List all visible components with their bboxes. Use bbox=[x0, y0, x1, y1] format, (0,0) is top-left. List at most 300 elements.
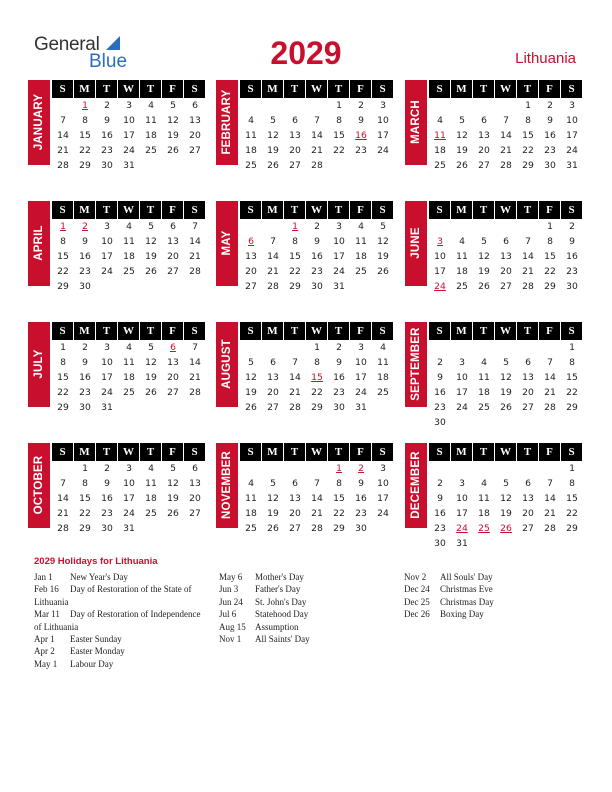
day-cell: 9 bbox=[358, 115, 364, 126]
month-days-grid bbox=[52, 80, 206, 173]
weekday-label: T bbox=[140, 443, 161, 461]
day-cell: 7 bbox=[192, 342, 198, 353]
month-february bbox=[216, 80, 396, 171]
day-cell: 11 bbox=[145, 115, 157, 126]
weekday-header bbox=[52, 80, 206, 98]
day-cell: 18 bbox=[245, 145, 257, 156]
weekday-label: F bbox=[350, 322, 371, 340]
day-cell: 17 bbox=[456, 387, 468, 398]
day-cell: 11 bbox=[123, 357, 135, 368]
day-cell: 23 bbox=[79, 387, 91, 398]
day-cell: 16 bbox=[79, 372, 91, 383]
day-cell: 4 bbox=[459, 236, 465, 247]
month-days-grid bbox=[429, 443, 583, 551]
day-cell: 9 bbox=[547, 115, 553, 126]
day-cell: 10 bbox=[333, 236, 345, 247]
day-cell: 23 bbox=[355, 145, 367, 156]
month-december bbox=[405, 443, 585, 549]
weekday-label: S bbox=[52, 80, 73, 98]
day-cell bbox=[140, 521, 162, 536]
week-row bbox=[240, 234, 394, 249]
month-label-bar bbox=[28, 201, 50, 286]
weekday-label: W bbox=[306, 443, 327, 461]
day-cell bbox=[184, 521, 206, 536]
weekday-label: T bbox=[284, 201, 305, 219]
weekday-label: T bbox=[284, 80, 305, 98]
day-cell: 18 bbox=[478, 508, 490, 519]
day-cell: 11 bbox=[456, 251, 468, 262]
holiday-day: 11 bbox=[434, 130, 446, 141]
day-cell: 27 bbox=[522, 402, 534, 413]
weekday-label: T bbox=[328, 80, 349, 98]
day-cell bbox=[429, 98, 451, 113]
day-cell: 2 bbox=[437, 478, 443, 489]
week-row bbox=[52, 340, 206, 355]
day-cell: 11 bbox=[355, 236, 367, 247]
week-row bbox=[240, 98, 394, 113]
day-cell bbox=[240, 461, 262, 476]
day-cell: 24 bbox=[333, 266, 345, 277]
day-cell bbox=[451, 98, 473, 113]
day-cell bbox=[495, 536, 517, 551]
day-cell: 26 bbox=[456, 160, 468, 171]
month-label-bar bbox=[28, 443, 50, 528]
day-cell: 14 bbox=[522, 251, 534, 262]
day-cell: 7 bbox=[503, 115, 509, 126]
weekday-label: M bbox=[451, 80, 472, 98]
weekday-label: S bbox=[429, 201, 450, 219]
day-cell: 26 bbox=[145, 387, 157, 398]
day-cell: 29 bbox=[311, 402, 323, 413]
weekday-label: M bbox=[262, 443, 283, 461]
day-cell: 4 bbox=[148, 463, 154, 474]
weekday-label: S bbox=[52, 322, 73, 340]
weekday-label: F bbox=[539, 443, 560, 461]
weekday-label: T bbox=[96, 443, 117, 461]
weekday-label: S bbox=[240, 201, 261, 219]
day-cell: 15 bbox=[566, 493, 578, 504]
month-label-bar bbox=[216, 80, 238, 165]
country-name: Lithuania bbox=[515, 50, 576, 67]
weekday-label: T bbox=[328, 322, 349, 340]
day-cell: 16 bbox=[101, 493, 113, 504]
day-cell: 5 bbox=[170, 463, 176, 474]
day-cell: 6 bbox=[270, 357, 276, 368]
weekday-label: S bbox=[561, 80, 582, 98]
holiday-name: Boxing Day bbox=[440, 609, 484, 620]
weekday-label: T bbox=[517, 322, 538, 340]
holiday-day: 15 bbox=[311, 372, 323, 383]
day-cell: 13 bbox=[289, 493, 301, 504]
holiday-item bbox=[219, 571, 399, 583]
holiday-name: New Year's Day bbox=[70, 572, 128, 582]
weekday-label: M bbox=[74, 80, 95, 98]
holiday-item bbox=[34, 658, 209, 670]
day-cell: 16 bbox=[101, 130, 113, 141]
month-label-bar bbox=[405, 443, 427, 528]
day-cell: 22 bbox=[544, 266, 556, 277]
day-cell: 29 bbox=[333, 523, 345, 534]
weekday-header bbox=[429, 201, 583, 219]
weekday-label: T bbox=[473, 80, 494, 98]
day-cell: 3 bbox=[104, 221, 110, 232]
day-cell: 29 bbox=[566, 402, 578, 413]
day-cell: 19 bbox=[267, 145, 279, 156]
day-cell: 2 bbox=[358, 100, 364, 111]
weekday-header bbox=[52, 322, 206, 340]
week-row bbox=[240, 461, 394, 476]
holiday-item bbox=[219, 621, 399, 633]
day-cell: 28 bbox=[57, 160, 69, 171]
day-cell bbox=[184, 400, 206, 415]
day-cell: 19 bbox=[245, 387, 257, 398]
holiday-name: Labour Day bbox=[70, 658, 114, 669]
day-cell: 14 bbox=[544, 493, 556, 504]
week-row bbox=[52, 385, 206, 400]
day-cell bbox=[473, 219, 495, 234]
month-name: NOVEMBER bbox=[221, 450, 233, 520]
month-label-bar bbox=[28, 80, 50, 165]
weekday-label: T bbox=[473, 443, 494, 461]
day-cell bbox=[429, 340, 451, 355]
day-cell: 10 bbox=[566, 115, 578, 126]
day-cell: 24 bbox=[355, 387, 367, 398]
week-row bbox=[52, 143, 206, 158]
day-cell bbox=[262, 98, 284, 113]
weekday-label: S bbox=[429, 443, 450, 461]
month-label-bar bbox=[216, 443, 238, 528]
weekday-label: T bbox=[473, 322, 494, 340]
holiday-date: Feb 16 bbox=[34, 584, 59, 595]
week-row bbox=[429, 219, 583, 234]
day-cell: 4 bbox=[248, 478, 254, 489]
day-cell: 23 bbox=[311, 266, 323, 277]
holiday-date: Jun 3 bbox=[219, 584, 239, 595]
day-cell bbox=[262, 219, 284, 234]
day-cell: 31 bbox=[101, 402, 113, 413]
day-cell: 7 bbox=[314, 115, 320, 126]
day-cell: 25 bbox=[377, 387, 389, 398]
week-row bbox=[52, 219, 206, 234]
month-days-grid bbox=[240, 322, 394, 415]
month-name: MARCH bbox=[410, 100, 422, 144]
weekday-label: F bbox=[539, 80, 560, 98]
weekday-label: W bbox=[495, 322, 516, 340]
day-cell: 22 bbox=[311, 387, 323, 398]
week-row bbox=[52, 461, 206, 476]
day-cell bbox=[328, 158, 350, 173]
day-cell: 28 bbox=[500, 160, 512, 171]
day-cell: 8 bbox=[569, 478, 575, 489]
week-row bbox=[429, 340, 583, 355]
day-cell bbox=[372, 521, 394, 536]
day-cell: 20 bbox=[500, 266, 512, 277]
day-cell: 11 bbox=[145, 478, 157, 489]
day-cell: 9 bbox=[437, 372, 443, 383]
day-cell: 13 bbox=[522, 372, 534, 383]
day-cell: 11 bbox=[245, 493, 257, 504]
day-cell: 2 bbox=[569, 221, 575, 232]
week-row bbox=[429, 461, 583, 476]
day-cell: 25 bbox=[434, 160, 446, 171]
day-cell bbox=[539, 461, 561, 476]
week-row bbox=[52, 370, 206, 385]
day-cell: 2 bbox=[104, 463, 110, 474]
week-row bbox=[429, 370, 583, 385]
day-cell: 5 bbox=[148, 221, 154, 232]
weekday-label: W bbox=[306, 201, 327, 219]
day-cell: 20 bbox=[167, 251, 179, 262]
weekday-label: M bbox=[74, 322, 95, 340]
day-cell bbox=[162, 521, 184, 536]
holiday-day: 25 bbox=[478, 523, 490, 534]
day-cell: 19 bbox=[145, 372, 157, 383]
weekday-label: S bbox=[372, 322, 393, 340]
month-august bbox=[216, 322, 396, 413]
day-cell: 14 bbox=[500, 130, 512, 141]
day-cell: 17 bbox=[456, 508, 468, 519]
day-cell bbox=[140, 279, 162, 294]
month-days-grid bbox=[52, 443, 206, 536]
logo-flag-icon bbox=[106, 36, 120, 50]
day-cell: 3 bbox=[126, 100, 132, 111]
day-cell: 15 bbox=[79, 130, 91, 141]
day-cell: 2 bbox=[82, 342, 88, 353]
day-cell: 2 bbox=[547, 100, 553, 111]
day-cell: 20 bbox=[189, 493, 201, 504]
day-cell: 30 bbox=[101, 523, 113, 534]
day-cell: 8 bbox=[547, 236, 553, 247]
week-row bbox=[429, 128, 583, 143]
day-cell: 12 bbox=[456, 130, 468, 141]
month-march bbox=[405, 80, 585, 171]
day-cell: 16 bbox=[544, 130, 556, 141]
holiday-name: Day of Restoration of Independence of Lithuania bbox=[34, 609, 201, 632]
day-cell: 24 bbox=[566, 145, 578, 156]
day-cell bbox=[473, 461, 495, 476]
day-cell: 22 bbox=[333, 145, 345, 156]
holiday-item bbox=[219, 633, 399, 645]
weekday-label: S bbox=[561, 443, 582, 461]
weekday-label: W bbox=[306, 322, 327, 340]
weekday-label: M bbox=[451, 201, 472, 219]
holiday-item bbox=[34, 645, 209, 657]
day-cell: 1 bbox=[336, 100, 342, 111]
day-cell: 18 bbox=[434, 145, 446, 156]
day-cell: 14 bbox=[57, 130, 69, 141]
day-cell: 27 bbox=[500, 281, 512, 292]
weekday-label: M bbox=[451, 322, 472, 340]
day-cell: 24 bbox=[377, 508, 389, 519]
holiday-name: Christmas Day bbox=[440, 596, 494, 607]
day-cell: 8 bbox=[336, 478, 342, 489]
weekday-label: F bbox=[350, 80, 371, 98]
day-cell: 12 bbox=[167, 478, 179, 489]
day-cell: 14 bbox=[544, 372, 556, 383]
day-cell: 1 bbox=[314, 342, 320, 353]
holidays-column bbox=[404, 571, 579, 621]
weekday-header bbox=[429, 80, 583, 98]
day-cell: 27 bbox=[189, 145, 201, 156]
day-cell: 9 bbox=[437, 493, 443, 504]
week-row bbox=[52, 158, 206, 173]
day-cell: 9 bbox=[104, 478, 110, 489]
weekday-label: T bbox=[140, 201, 161, 219]
day-cell: 5 bbox=[503, 478, 509, 489]
day-cell: 28 bbox=[544, 402, 556, 413]
week-row bbox=[52, 128, 206, 143]
day-cell: 11 bbox=[377, 357, 389, 368]
weekday-label: T bbox=[517, 80, 538, 98]
weekday-label: S bbox=[561, 201, 582, 219]
day-cell bbox=[162, 400, 184, 415]
day-cell bbox=[517, 536, 539, 551]
day-cell: 14 bbox=[57, 493, 69, 504]
day-cell: 8 bbox=[82, 115, 88, 126]
month-october bbox=[28, 443, 208, 534]
week-row bbox=[429, 234, 583, 249]
holiday-date: Jul 6 bbox=[219, 609, 237, 620]
day-cell bbox=[372, 400, 394, 415]
day-cell: 18 bbox=[377, 372, 389, 383]
day-cell: 19 bbox=[456, 145, 468, 156]
weekday-header bbox=[52, 201, 206, 219]
month-days-grid bbox=[52, 322, 206, 415]
day-cell: 21 bbox=[189, 372, 201, 383]
day-cell: 29 bbox=[522, 160, 534, 171]
day-cell: 10 bbox=[123, 115, 135, 126]
day-cell: 28 bbox=[311, 523, 323, 534]
day-cell: 12 bbox=[145, 357, 157, 368]
holidays-column bbox=[219, 571, 399, 645]
day-cell bbox=[451, 415, 473, 430]
holiday-date: Jun 24 bbox=[219, 596, 243, 607]
day-cell bbox=[162, 158, 184, 173]
weekday-label: W bbox=[495, 80, 516, 98]
day-cell: 9 bbox=[104, 115, 110, 126]
day-cell: 13 bbox=[167, 236, 179, 247]
weekday-label: M bbox=[262, 80, 283, 98]
day-cell: 21 bbox=[311, 508, 323, 519]
week-row bbox=[429, 400, 583, 415]
day-cell: 16 bbox=[434, 387, 446, 398]
month-name: JANUARY bbox=[33, 93, 45, 151]
holiday-date: Nov 2 bbox=[404, 572, 427, 582]
day-cell: 2 bbox=[336, 342, 342, 353]
holiday-day: 1 bbox=[82, 100, 88, 111]
weekday-label: T bbox=[96, 322, 117, 340]
logo bbox=[34, 34, 134, 74]
week-row bbox=[429, 249, 583, 264]
logo-blue-text: Blue bbox=[89, 51, 128, 72]
day-cell bbox=[561, 536, 583, 551]
day-cell: 8 bbox=[60, 236, 66, 247]
week-row bbox=[240, 279, 394, 294]
day-cell: 30 bbox=[311, 281, 323, 292]
week-row bbox=[52, 355, 206, 370]
day-cell: 20 bbox=[267, 387, 279, 398]
day-cell: 16 bbox=[434, 508, 446, 519]
month-label-bar bbox=[28, 322, 50, 407]
weekday-label: T bbox=[517, 443, 538, 461]
weekday-label: S bbox=[184, 322, 205, 340]
weekday-label: M bbox=[74, 443, 95, 461]
day-cell: 17 bbox=[101, 372, 113, 383]
day-cell: 5 bbox=[481, 236, 487, 247]
weekday-label: W bbox=[495, 443, 516, 461]
holiday-date: Aug 15 bbox=[219, 621, 246, 632]
day-cell: 23 bbox=[434, 402, 446, 413]
day-cell: 6 bbox=[192, 463, 198, 474]
week-row bbox=[240, 219, 394, 234]
day-cell bbox=[517, 415, 539, 430]
week-row bbox=[52, 491, 206, 506]
day-cell: 26 bbox=[245, 402, 257, 413]
holiday-item bbox=[34, 583, 209, 608]
day-cell: 26 bbox=[478, 281, 490, 292]
weekday-label: F bbox=[350, 443, 371, 461]
day-cell: 17 bbox=[123, 130, 135, 141]
day-cell: 6 bbox=[192, 100, 198, 111]
month-may bbox=[216, 201, 396, 292]
day-cell bbox=[284, 340, 306, 355]
day-cell: 3 bbox=[459, 357, 465, 368]
day-cell: 20 bbox=[245, 266, 257, 277]
week-row bbox=[52, 113, 206, 128]
day-cell: 31 bbox=[333, 281, 345, 292]
day-cell: 15 bbox=[333, 493, 345, 504]
holiday-date: Jan 1 bbox=[34, 572, 53, 582]
holiday-item bbox=[404, 583, 579, 595]
day-cell: 31 bbox=[123, 160, 135, 171]
day-cell: 25 bbox=[478, 402, 490, 413]
day-cell: 1 bbox=[60, 342, 66, 353]
day-cell: 12 bbox=[500, 372, 512, 383]
month-name: JULY bbox=[33, 349, 45, 379]
holidays-column bbox=[34, 571, 209, 670]
day-cell bbox=[240, 98, 262, 113]
day-cell bbox=[429, 219, 451, 234]
week-row bbox=[429, 385, 583, 400]
day-cell: 27 bbox=[289, 523, 301, 534]
weekday-label: W bbox=[118, 80, 139, 98]
weekday-label: S bbox=[240, 80, 261, 98]
weekday-label: T bbox=[140, 322, 161, 340]
week-row bbox=[240, 113, 394, 128]
day-cell: 12 bbox=[145, 236, 157, 247]
day-cell: 4 bbox=[481, 478, 487, 489]
day-cell bbox=[240, 219, 262, 234]
week-row bbox=[240, 491, 394, 506]
day-cell: 15 bbox=[289, 251, 301, 262]
week-row bbox=[240, 355, 394, 370]
weekday-label: F bbox=[162, 322, 183, 340]
day-cell: 17 bbox=[566, 130, 578, 141]
day-cell: 23 bbox=[101, 508, 113, 519]
week-row bbox=[240, 400, 394, 415]
weekday-header bbox=[429, 322, 583, 340]
month-name: AUGUST bbox=[221, 339, 233, 389]
month-name: JUNE bbox=[410, 227, 422, 259]
day-cell: 7 bbox=[60, 115, 66, 126]
day-cell: 18 bbox=[123, 251, 135, 262]
day-cell: 13 bbox=[267, 372, 279, 383]
weekday-label: M bbox=[74, 201, 95, 219]
day-cell: 21 bbox=[544, 508, 556, 519]
weekday-label: S bbox=[561, 322, 582, 340]
day-cell: 7 bbox=[525, 236, 531, 247]
day-cell: 4 bbox=[126, 221, 132, 232]
